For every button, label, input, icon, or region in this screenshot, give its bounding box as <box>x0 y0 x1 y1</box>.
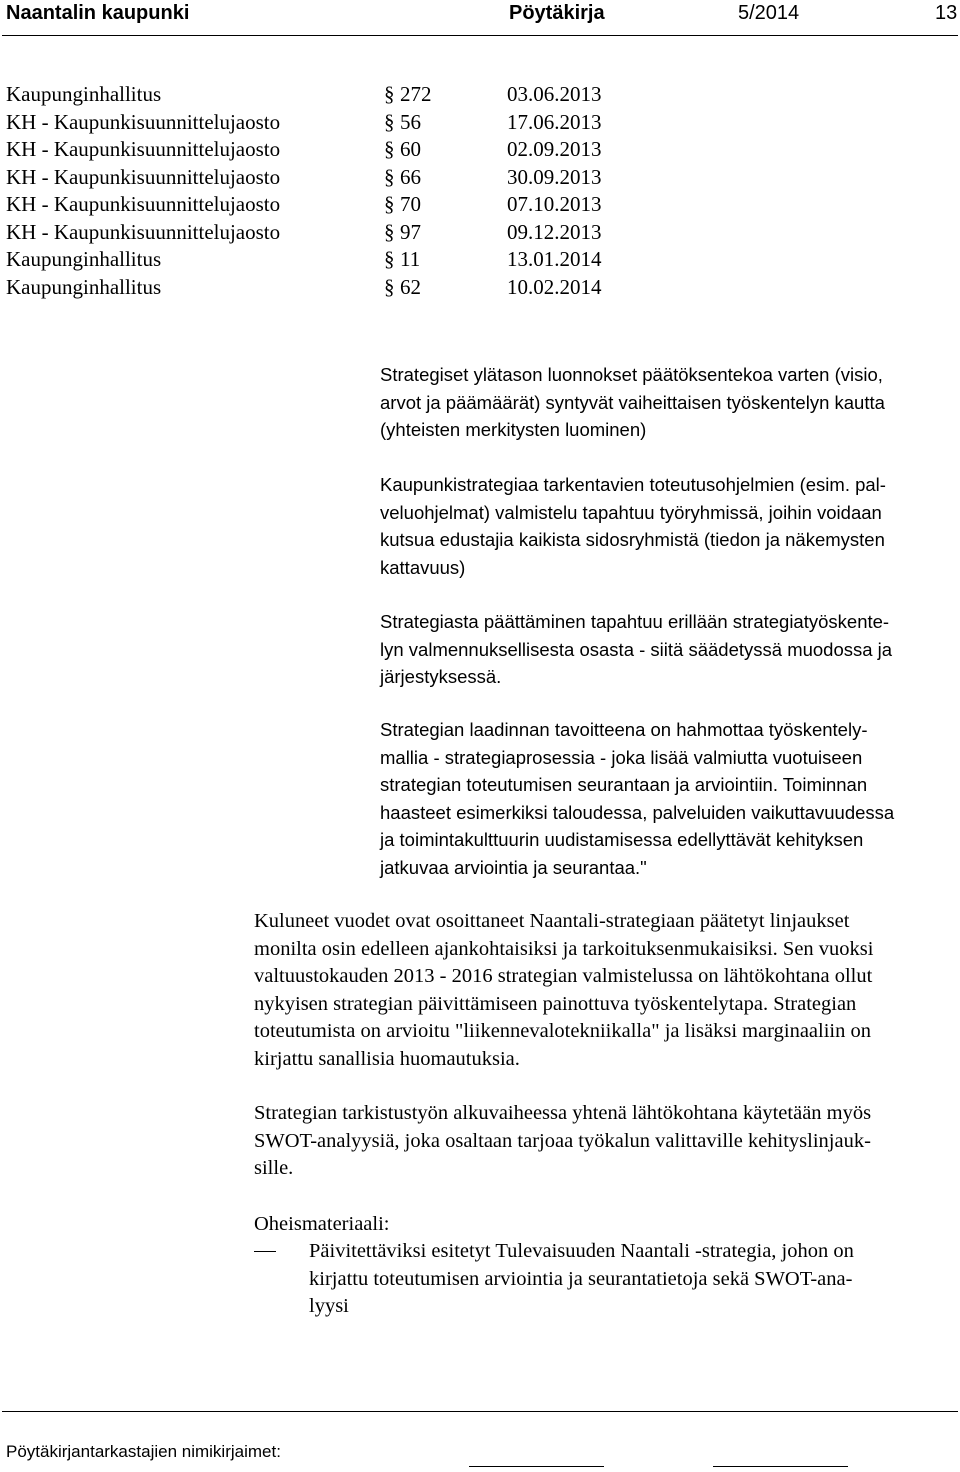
reference-body: KH - Kaupunkisuunnittelujaosto <box>6 164 281 189</box>
reference-body: KH - Kaupunkisuunnittelujaosto <box>6 109 281 134</box>
initials-signature-line <box>469 1466 604 1467</box>
text-line: Kuluneet vuodet ovat osoittaneet Naantali-strategiaan päätetyt linjaukset <box>254 910 850 932</box>
reference-date: 13.01.2014 <box>507 247 602 271</box>
body-paragraph <box>254 1100 958 1183</box>
reference-body: KH - Kaupunkisuunnittelujaosto <box>6 219 281 244</box>
text-line: nykyisen strategian päivittämiseen painottuva työskentelytapa. Strategian <box>254 992 857 1015</box>
section-symbol: § <box>384 82 395 106</box>
reviewer-initials-label: Pöytäkirjantarkastajien nimikirjaimet: <box>6 1442 281 1461</box>
reference-date: 02.09.2013 <box>507 137 602 161</box>
reference-row <box>0 137 960 165</box>
text-line: lyysi <box>309 1295 349 1317</box>
text-line: jatkuvaa arviointia ja seurantaa." <box>380 856 647 878</box>
reference-row <box>0 110 960 138</box>
reference-body: Kaupunginhallitus <box>6 82 162 106</box>
page-header <box>0 0 960 30</box>
text-line: kirjattu sanallisia huomautuksia. <box>254 1047 520 1070</box>
text-line: SWOT-analyysiä, joka osaltaan tarjoaa työkalun valittaville kehityslinjauk- <box>254 1129 871 1152</box>
section-symbol: § <box>384 109 395 134</box>
reference-number: 97 <box>400 219 421 244</box>
section-symbol: § <box>384 137 395 161</box>
reference-body: KH - Kaupunkisuunnittelujaosto <box>6 192 281 216</box>
attachments-heading: Oheismateriaali: <box>254 1213 390 1235</box>
section-symbol: § <box>384 274 395 299</box>
reference-body: Kaupunginhallitus <box>6 274 162 299</box>
document-type: Pöytäkirja <box>509 2 605 24</box>
reference-row <box>0 275 960 303</box>
reference-date: 10.02.2014 <box>507 274 602 299</box>
text-line: mallia - strategiaprosessia - joka lisää valmiutta vuotuiseen <box>380 746 863 768</box>
header-divider <box>2 35 958 36</box>
organization-name: Naantalin kaupunki <box>6 2 190 24</box>
reference-list <box>0 82 960 302</box>
text-line: Kaupunkistrategiaa tarkentavien toteutusohjelmien (esim. pal- <box>380 474 886 495</box>
initials-signature-line <box>713 1466 848 1467</box>
reference-date: 03.06.2013 <box>507 82 602 106</box>
quoted-paragraph <box>380 716 958 881</box>
text-line: sille. <box>254 1157 294 1179</box>
section-symbol: § <box>384 192 395 216</box>
reference-body: Kaupunginhallitus <box>6 247 162 271</box>
reference-number: 56 <box>400 109 421 134</box>
reference-row <box>0 82 960 110</box>
reference-date: 17.06.2013 <box>507 109 602 134</box>
text-line: järjestyksessä. <box>380 666 502 687</box>
reference-date: 09.12.2013 <box>507 219 602 244</box>
text-line: kattavuus) <box>380 556 466 578</box>
reference-body: KH - Kaupunkisuunnittelujaosto <box>6 137 281 161</box>
reference-row <box>0 220 960 248</box>
quoted-paragraph <box>380 471 958 581</box>
dash-bullet-icon <box>254 1251 276 1252</box>
reference-date: 07.10.2013 <box>507 192 602 216</box>
reference-row <box>0 192 960 220</box>
text-line: arvot ja päämäärät) syntyvät vaiheittaisen työskentelyn kautta <box>380 391 885 413</box>
section-symbol: § <box>384 164 395 189</box>
text-line: monilta osin edelleen ajankohtaisiksi ja tarkoituksenmukaisiksi. Sen vuoksi <box>254 937 874 960</box>
reference-number: 70 <box>400 192 421 216</box>
reference-number: 272 <box>400 82 432 106</box>
reference-row <box>0 165 960 193</box>
quoted-paragraph <box>380 608 958 691</box>
text-line: Strategiasta päättäminen tapahtuu erillään strategiatyöskente- <box>380 611 890 632</box>
page-number: 13 <box>935 2 958 24</box>
reference-number: 11 <box>400 247 421 271</box>
document-number: 5/2014 <box>738 2 800 24</box>
text-line: Päivitettäviksi esitetyt Tulevaisuuden Naantali -strategia, johon on <box>309 1240 854 1262</box>
reference-number: 62 <box>400 274 421 299</box>
text-line: kirjattu toteutumisen arviointia ja seurantatietoja sekä SWOT-ana- <box>309 1267 853 1290</box>
text-line: strategian toteutumisen seurantaan ja arviointiin. Toiminnan <box>380 774 868 795</box>
text-line: haasteet esimerkiksi taloudessa, palveluiden vaikuttavuudessa <box>380 801 895 823</box>
attachment-text <box>309 1238 854 1321</box>
text-line: Strategian tarkistustyön alkuvaiheessa yhtenä lähtökohtana käytetään myös <box>254 1102 872 1124</box>
text-line: Strategiset ylätason luonnokset päätöksentekoa varten (visio, <box>380 364 883 385</box>
text-line: Strategian laadinnan tavoitteena on hahmottaa työskentely- <box>380 719 868 740</box>
footer-divider <box>2 1411 958 1412</box>
reference-date: 30.09.2013 <box>507 164 602 189</box>
text-line: (yhteisten merkitysten luominen) <box>380 419 647 440</box>
reference-row <box>0 247 960 275</box>
body-paragraph <box>254 908 958 1073</box>
text-line: ja toimintakulttuurin uudistamisessa edellyttävät kehityksen <box>380 829 864 850</box>
text-line: toteutumista on arvioitu "liikennevalotekniikalla" ja lisäksi marginaaliin on <box>254 1020 871 1042</box>
reference-number: 60 <box>400 137 421 161</box>
text-line: lyn valmennuksellisesta osasta - siitä säädetyssä muodossa ja <box>380 638 893 660</box>
text-line: veluohjelmat) valmistelu tapahtuu työryhmissä, joihin voidaan <box>380 501 882 523</box>
text-line: kutsua edustajia kaikista sidosryhmistä (tiedon ja näkemysten <box>380 529 885 550</box>
text-line: valtuustokauden 2013 - 2016 strategian valmistelussa on lähtökohtana ollut <box>254 965 873 987</box>
section-symbol: § <box>384 247 395 271</box>
quoted-paragraph <box>380 361 958 444</box>
reference-number: 66 <box>400 164 421 189</box>
section-symbol: § <box>384 219 395 244</box>
